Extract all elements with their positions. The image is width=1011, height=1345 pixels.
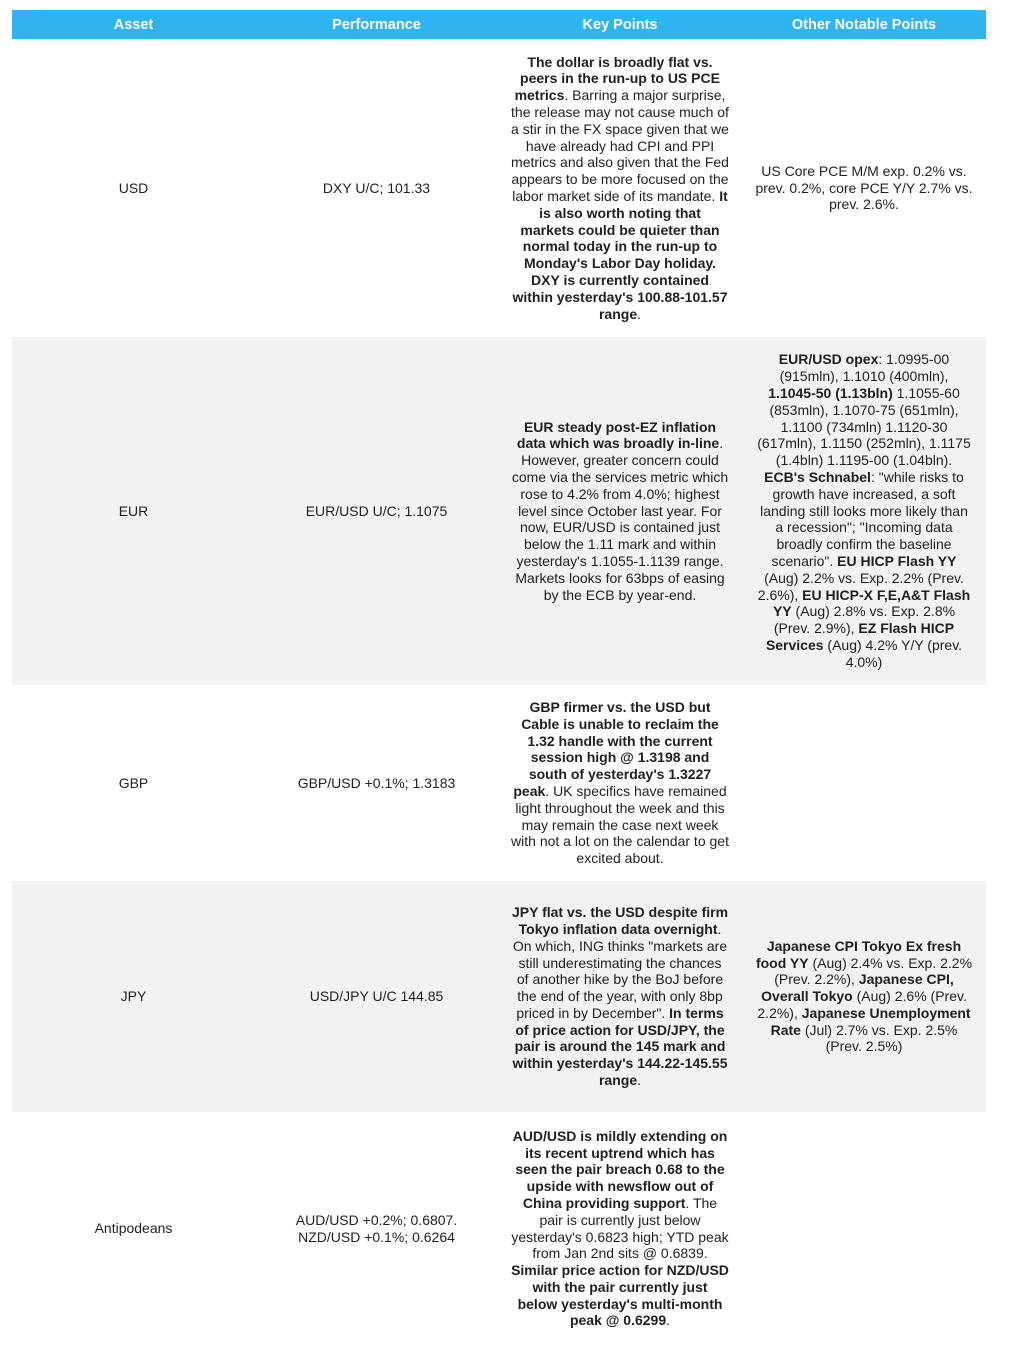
header-key-points: Key Points <box>498 10 742 39</box>
text-segment: (Aug) 2.2% vs. Exp. 2.2% (Prev. 2.6%), <box>757 569 964 603</box>
bold-text-segment: Japanese CPI, Overall Tokyo <box>761 971 954 1005</box>
text-segment: . However, greater concern could come via the services metric which rose to 4.2% from 4.0%; highest level since October last year. For now, EUR/USD is contained just below the 1.11 mark and within yesterday's 1.1055-1.1139 range. Markets looks for 63bps of easing by the ECB by year-end. <box>511 435 729 603</box>
bold-text-segment: EUR steady post-EZ inflation data which was broadly in-line <box>516 418 720 452</box>
bold-text-segment: In terms of price action for USD/JPY, the pair is around the 145 mark and within yesterday's 144.22-145.55 range <box>512 1004 728 1089</box>
text-segment: . <box>637 1072 641 1089</box>
bold-text-segment: Similar price action for NZD/USD with the pair currently just below yesterday's multi-month peak @ 0.6299 <box>511 1262 729 1329</box>
performance-line: USD/JPY U/C 144.85 <box>309 988 444 1005</box>
performance-cell <box>255 685 498 881</box>
table-row-eur <box>12 337 986 685</box>
header-other-points: Other Notable Points <box>742 10 986 39</box>
key-points-cell <box>498 1112 742 1345</box>
text-segment: : 1.0995-00 (915mln), 1.1010 (400mln), <box>779 351 950 385</box>
fx-summary-table-wrap <box>12 10 986 1345</box>
fx-summary-table <box>12 10 986 1345</box>
other-points-cell <box>742 881 986 1112</box>
table-row-usd <box>12 39 986 337</box>
other-points-cell <box>742 39 986 337</box>
other-points-cell <box>742 337 986 685</box>
key-points-cell <box>498 337 742 685</box>
text-segment: . UK specifics have remained light throughout the week and this may remain the case next week with not a lot on the calendar to get excited about. <box>511 783 729 867</box>
text-segment: US Core PCE M/M exp. 0.2% vs. prev. 0.2%, core PCE Y/Y 2.7% vs. prev. 2.6%. <box>755 162 973 213</box>
text-segment: (Aug) 2.4% vs. Exp. 2.2% (Prev. 2.2%), <box>774 954 973 988</box>
key-points-cell <box>498 685 742 881</box>
text-segment: (Aug) 2.8% vs. Exp. 2.8% (Prev. 2.9%), <box>773 603 956 637</box>
other-points-cell <box>742 685 986 881</box>
text-segment: . <box>637 305 641 322</box>
performance-line: AUD/USD +0.2%; 0.6807. <box>295 1211 458 1228</box>
header-performance: Performance <box>255 10 498 39</box>
asset-cell: USD <box>118 179 149 196</box>
text-segment: (Jul) 2.7% vs. Exp. 2.5% (Prev. 2.5%) <box>800 1021 958 1055</box>
performance-line: DXY U/C; 101.33 <box>322 179 431 196</box>
other-points-cell <box>742 1112 986 1345</box>
performance-cell <box>255 337 498 685</box>
text-segment: (Aug) 4.2% Y/Y (prev. 4.0%) <box>823 636 963 670</box>
text-segment: : "while risks to growth have increased, a soft landing still looks more likely than a recession"; "Incoming data broadly confirm the baseline scenario". <box>760 469 968 569</box>
table-row-antipodeans <box>12 1112 986 1345</box>
text-segment: . <box>666 1312 671 1329</box>
performance-line: GBP/USD +0.1%; 1.3183 <box>297 774 456 791</box>
text-segment: . On which, ING thinks "markets are still underestimating the chances of another hike by the BoJ before the end of the year, with only 8bp priced in by December". <box>512 920 728 1021</box>
header-asset: Asset <box>12 10 255 39</box>
bold-text-segment: Japanese CPI Tokyo Ex fresh food YY <box>755 937 962 971</box>
asset-cell: GBP <box>118 774 149 791</box>
key-points-cell <box>498 39 742 337</box>
asset-cell: Antipodeans <box>94 1220 173 1237</box>
asset-cell: JPY <box>12 881 255 1112</box>
asset-cell: EUR <box>12 337 255 685</box>
header-row <box>12 10 986 39</box>
performance-cell <box>255 39 498 337</box>
bold-text-segment: 1.1045-50 (1.13bln) <box>768 385 893 402</box>
performance-cell <box>255 1112 498 1345</box>
bold-text-segment: EU HICP-X F,E,A&T Flash YY <box>772 586 971 620</box>
bold-text-segment: EUR/USD opex <box>778 351 879 368</box>
text-segment: . Barring a major surprise, the release may not cause much of a stir in the FX space given that we have already had CPI and PPI metrics and also given that the Fed appears to be more focused on the labor market side of its mandate. <box>511 87 729 204</box>
bold-text-segment: GBP firmer vs. the USD but Cable is unable to reclaim the 1.32 handle with the current session high @ 1.3198 and south of yesterday's 1.3227 peak <box>513 699 719 799</box>
table-row-gbp <box>12 685 986 881</box>
bold-text-segment: AUD/USD is mildly extending on its recent uptrend which has seen the pair breach 0.68 to the upside with newsflow out of China providing support <box>512 1127 728 1211</box>
performance-line: EUR/USD U/C; 1.1075 <box>305 502 448 519</box>
text-segment: . The pair is currently just below yesterday's 0.6823 high; YTD peak from Jan 2nd sits @ 0.6839. <box>511 1194 729 1262</box>
performance-line: NZD/USD +0.1%; 0.6264 <box>298 1228 455 1245</box>
text-segment: 1.1055-60 (853mln), 1.1070-75 (651mln), 1.1100 (734mln) 1.1120-30 (617mln), 1.1150 (252mln), 1.1175 (1.4bln) 1.1195-00 (1.04bln). <box>757 385 971 469</box>
performance-cell <box>255 881 498 1112</box>
bold-text-segment: EU HICP Flash YY <box>837 552 957 569</box>
table-row-jpy <box>12 881 986 1112</box>
bold-text-segment: Japanese Unemployment Rate <box>770 1004 971 1038</box>
text-segment: (Aug) 2.6% (Prev. 2.2%), <box>757 988 967 1021</box>
bold-text-segment: EZ Flash HICP Services <box>765 620 955 653</box>
key-points-cell <box>498 881 742 1112</box>
bold-text-segment: ECB's Schnabel <box>764 469 871 485</box>
bold-text-segment: It is also worth noting that markets could be quieter than normal today in the run-up to Monday's Labor Day holiday. DXY is currently contained within yesterday's 100.88-101.57 range <box>512 188 728 322</box>
bold-text-segment: JPY flat vs. the USD despite firm Tokyo inflation data overnight <box>511 904 729 937</box>
bold-text-segment: The dollar is broadly flat vs. peers in the run-up to US PCE metrics <box>514 53 720 104</box>
